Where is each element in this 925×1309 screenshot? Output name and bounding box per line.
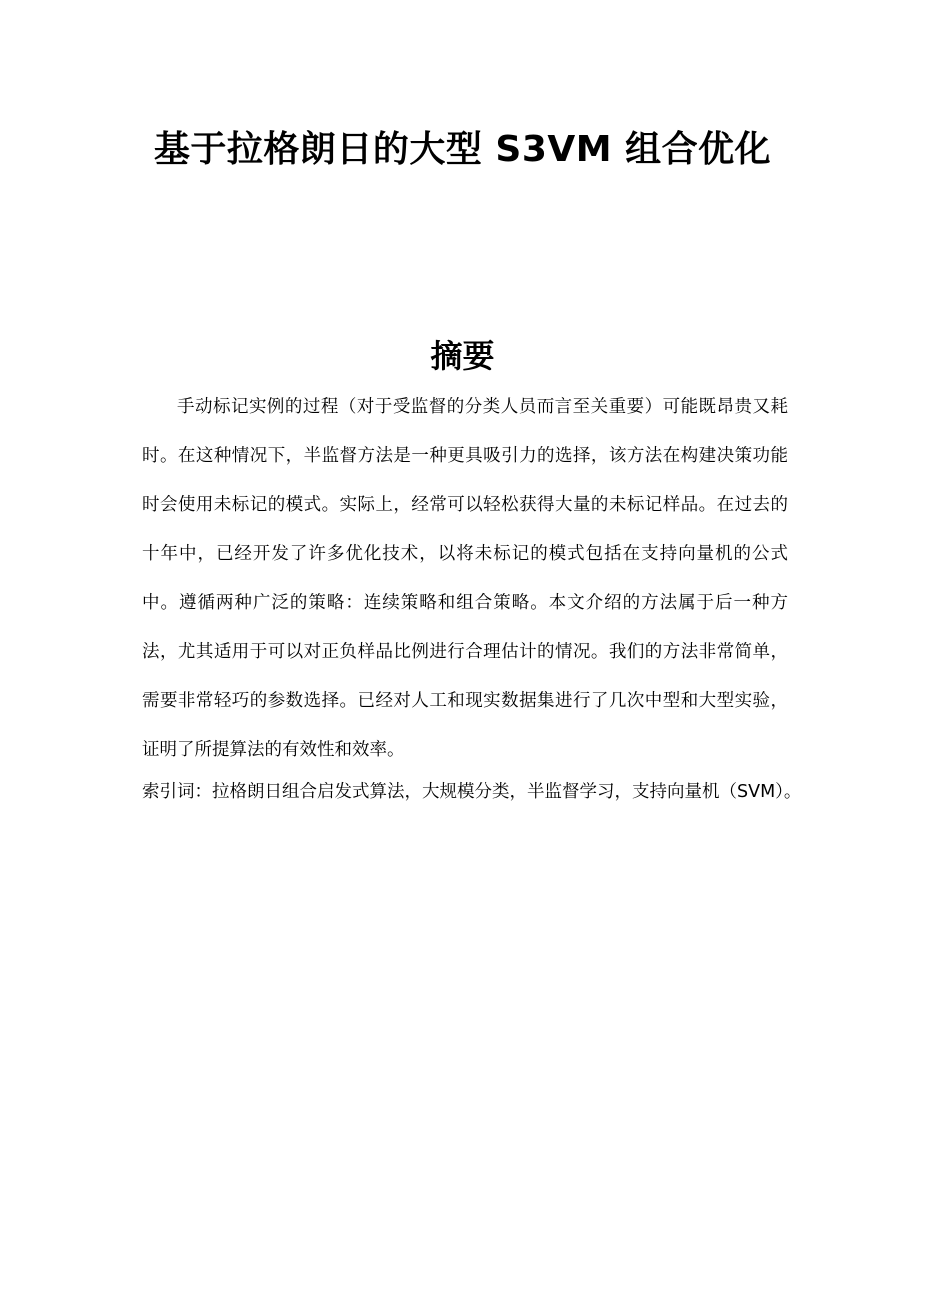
paper-title: 基于拉格朗日的大型 S3VM 组合优化 (153, 129, 772, 170)
abstract-paragraph: 手动标记实例的过程（对于受监督的分类人员而言至关重要）可能既昂贵又耗时。在这种情况下，半监督方法是一种更具吸引力的选择，该方法在构建决策功能时会使用未标记的模式。实际上，经常可以轻松获得大量的未标记样品。在过去的十年中，已经开发了许多优化技术，以将未标记的模式包括在支持向量机的公式中。遵循两种广泛的策略：连续策略和组合策略。本文介绍的方法属于后一种方法，尤其适用于可以对正负样品比例进行合理估计的情况。我们的方法非常简单，需要非常轻巧的参数选择。已经对人工和现实数据集进行了几次中型和大型实验，证明了所提算法的有效性和效率。 (142, 397, 788, 760)
index-terms: 索引词：拉格朗日组合启发式算法，大规模分类，半监督学习，支持向量机（SVM）。 (142, 782, 802, 802)
abstract-heading: 摘要 (430, 337, 495, 375)
